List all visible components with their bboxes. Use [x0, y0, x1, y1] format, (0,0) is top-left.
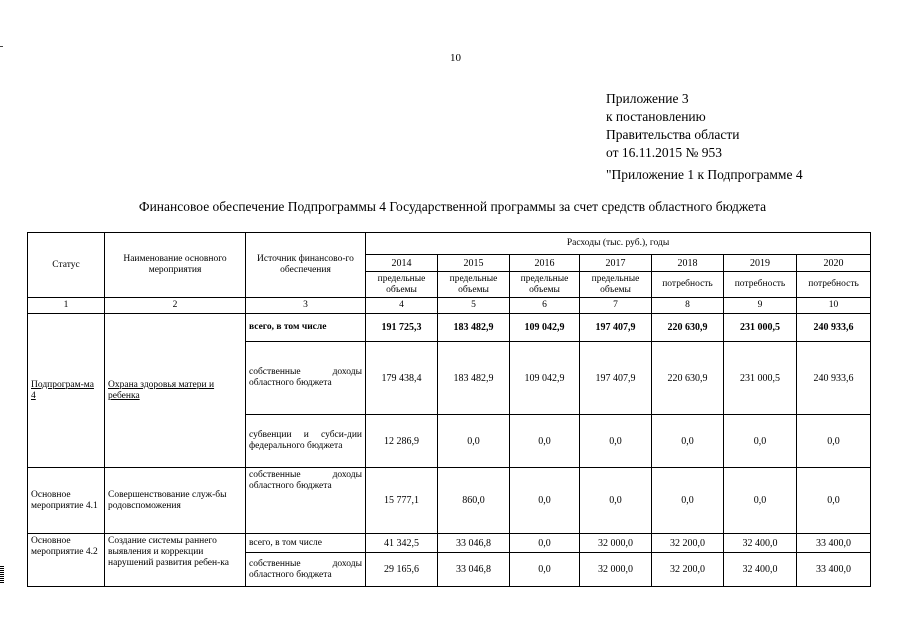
value-cell: 0,0 [510, 468, 580, 534]
column-number: 2 [105, 298, 246, 314]
value-cell: 231 000,5 [724, 342, 797, 415]
value-cell: 109 042,9 [510, 342, 580, 415]
header-year: 2018 [652, 255, 724, 272]
header-subheader: потребность [724, 272, 797, 298]
scan-mark [0, 566, 4, 584]
row-source: всего, в том числе [246, 534, 366, 553]
value-cell: 32 000,0 [580, 534, 652, 553]
row-source: субвенции и субси-дии федерального бюджета [246, 415, 366, 468]
header-subheader: потребность [652, 272, 724, 298]
value-cell: 29 165,6 [366, 553, 438, 587]
header-year: 2019 [724, 255, 797, 272]
header-year: 2020 [797, 255, 871, 272]
value-cell: 41 342,5 [366, 534, 438, 553]
value-cell: 0,0 [580, 468, 652, 534]
value-cell: 220 630,9 [652, 342, 724, 415]
value-cell: 0,0 [724, 468, 797, 534]
column-number: 10 [797, 298, 871, 314]
value-cell: 0,0 [652, 468, 724, 534]
appendix-line: от 16.11.2015 № 953 [606, 145, 722, 160]
column-number: 4 [366, 298, 438, 314]
row-source: всего, в том числе [246, 314, 366, 342]
value-cell: 32 400,0 [724, 553, 797, 587]
header-subheader: потребность [797, 272, 871, 298]
header-year: 2014 [366, 255, 438, 272]
column-number: 7 [580, 298, 652, 314]
row-source: собственные доходы областного бюджета [246, 553, 366, 587]
column-number-row [28, 298, 871, 314]
value-cell: 109 042,9 [510, 314, 580, 342]
header-source: Источник финансово-го обеспечения [246, 233, 366, 298]
document-title: Финансовое обеспечение Подпрограммы 4 Государственной программы за счет средств областного бюджета [138, 199, 767, 214]
header-year: 2017 [580, 255, 652, 272]
row-status: Основное мероприятие 4.1 [28, 468, 105, 534]
column-number: 1 [28, 298, 105, 314]
value-cell: 33 046,8 [438, 553, 510, 587]
header-year: 2015 [438, 255, 510, 272]
value-cell: 0,0 [580, 415, 652, 468]
value-cell: 0,0 [510, 415, 580, 468]
value-cell: 32 200,0 [652, 534, 724, 553]
value-cell: 32 000,0 [580, 553, 652, 587]
value-cell: 197 407,9 [580, 314, 652, 342]
header-status: Статус [28, 233, 105, 298]
value-cell: 0,0 [652, 415, 724, 468]
appendix-header [606, 90, 803, 184]
value-cell: 240 933,6 [797, 342, 871, 415]
column-number: 6 [510, 298, 580, 314]
appendix-line: Правительства области [606, 127, 740, 142]
column-number: 9 [724, 298, 797, 314]
value-cell: 0,0 [510, 534, 580, 553]
value-cell: 33 400,0 [797, 553, 871, 587]
value-cell: 179 438,4 [366, 342, 438, 415]
header-subheader: предельные объемы [438, 272, 510, 298]
row-name: Совершенствование служ-бы родовспоможения [105, 468, 246, 534]
financing-table [27, 232, 871, 587]
value-cell: 191 725,3 [366, 314, 438, 342]
appendix-line: Приложение 3 [606, 91, 689, 106]
row-status: Основное мероприятие 4.2 [28, 534, 105, 587]
header-name: Наименование основного мероприятия [105, 233, 246, 298]
header-subheader: предельные объемы [510, 272, 580, 298]
table-row [28, 314, 871, 342]
value-cell: 12 286,9 [366, 415, 438, 468]
scan-mark [0, 46, 3, 47]
row-name: Охрана здоровья матери и ребенка [105, 314, 246, 468]
row-source: собственные доходы областного бюджета [246, 468, 366, 534]
page-number: 10 [450, 52, 461, 64]
value-cell: 231 000,5 [724, 314, 797, 342]
column-number: 3 [246, 298, 366, 314]
value-cell: 33 400,0 [797, 534, 871, 553]
value-cell: 0,0 [438, 415, 510, 468]
header-expenses: Расходы (тыс. руб.), годы [366, 233, 871, 255]
value-cell: 240 933,6 [797, 314, 871, 342]
value-cell: 0,0 [797, 415, 871, 468]
value-cell: 33 046,8 [438, 534, 510, 553]
value-cell: 220 630,9 [652, 314, 724, 342]
header-subheader: предельные объемы [580, 272, 652, 298]
value-cell: 0,0 [797, 468, 871, 534]
header-year: 2016 [510, 255, 580, 272]
column-number: 5 [438, 298, 510, 314]
table-row [28, 468, 871, 534]
value-cell: 32 200,0 [652, 553, 724, 587]
value-cell: 0,0 [510, 553, 580, 587]
value-cell: 32 400,0 [724, 534, 797, 553]
value-cell: 183 482,9 [438, 342, 510, 415]
row-name: Создание системы раннего выявления и коррекции нарушений развития ребен-ка [105, 534, 246, 587]
value-cell: 860,0 [438, 468, 510, 534]
value-cell: 15 777,1 [366, 468, 438, 534]
row-source: собственные доходы областного бюджета [246, 342, 366, 415]
table-row [28, 534, 871, 553]
row-status: Подпрограм-ма 4 [28, 314, 105, 468]
value-cell: 197 407,9 [580, 342, 652, 415]
value-cell: 0,0 [724, 415, 797, 468]
header-row [28, 233, 871, 255]
header-subheader: предельные объемы [366, 272, 438, 298]
value-cell: 183 482,9 [438, 314, 510, 342]
column-number: 8 [652, 298, 724, 314]
appendix-line: к постановлению [606, 109, 706, 124]
appendix-reference: "Приложение 1 к Подпрограмме 4 [606, 167, 803, 182]
